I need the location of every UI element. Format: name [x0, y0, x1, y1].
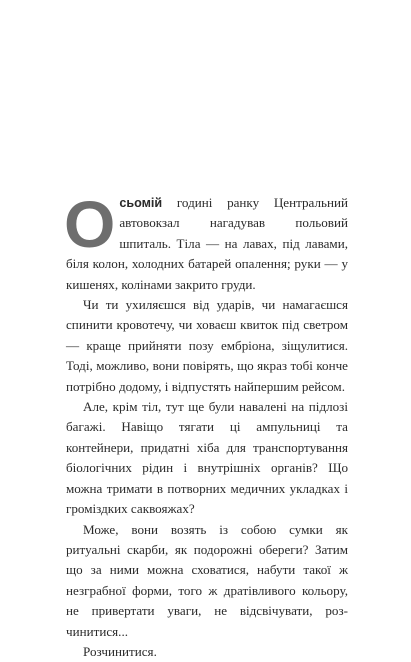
lead-in-word: сьомій — [119, 196, 163, 210]
paragraph-1 — [64, 187, 348, 295]
drop-cap: О — [64, 187, 116, 261]
paragraph-1-text: годині ранку Центральний автовокзал нагадував польовий шпиталь. Тіла — на лавах, під лавами, біля колон, холодних батарей опалення; руки — у кишенях, колінами закрито груди. — [66, 195, 348, 292]
paragraph-2: Чи ти ухиляєшся від ударів, чи намагаєшся спинити кровотечу, чи ховаєш квиток під светром — краще прийняти позу ембріона, зіщулитися. Тоді, можливо, вони повірять, що якраз тобі конче потрібно додому, і відпустять найпершим рейсом. — [66, 297, 348, 394]
chapter-text — [64, 187, 348, 662]
paragraph-3: Але, крім тіл, тут ще були навалені на підлозі багажі. Навіщо тягати ці ампульниці та контейнери, придатні хіба для транспортування біологічних рідин і внутрішніх органів? Що можна тримати в потворних медичних укладках і громіздких саквояжах? — [66, 399, 348, 517]
paragraph-4: Може, вони возять із собою сумки як ритуальні скарби, як подорожні обереги? Затим що за ними можна сховатися, набути такої ж незграбної форми, того ж дратівливого кольору, не привертати уваги, не відсвічувати, розчинитися... — [66, 521, 348, 639]
paragraph-5: Розчинитися. — [83, 643, 157, 659]
